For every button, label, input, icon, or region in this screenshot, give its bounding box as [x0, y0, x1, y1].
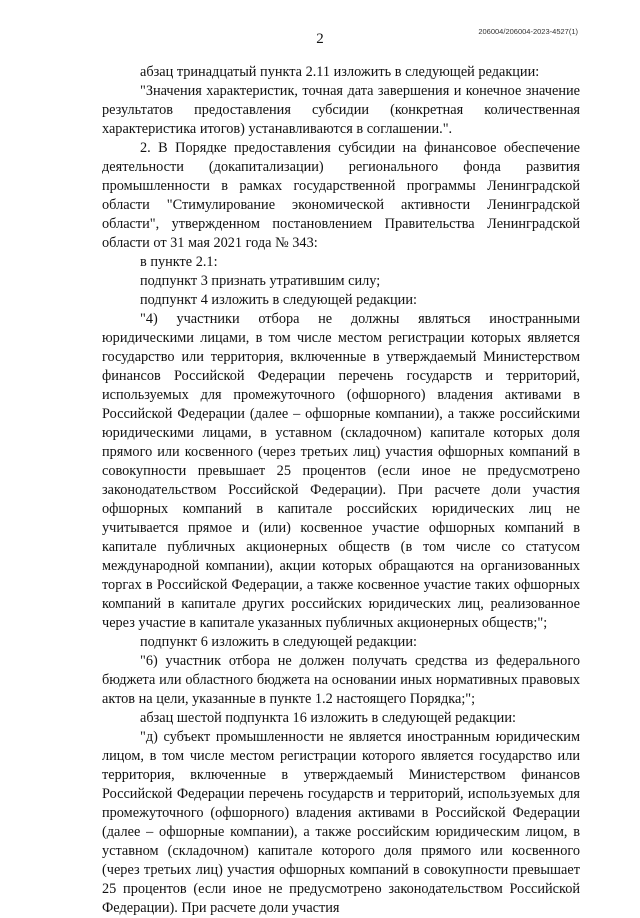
paragraph-1: абзац тринадцатый пункта 2.11 изложить в следующей редакции: [140, 64, 540, 80]
document-body [102, 63, 580, 918]
paragraph-5: подпункт 3 признать утратившим силу; [140, 273, 381, 289]
paragraph-6: подпункт 4 изложить в следующей редакции: [140, 292, 417, 308]
paragraph-11: "д) субъект промышленности не является иностранным юридическим лицом, в том числе местом регистрации которого является государство или территория, включенные в утверждаемый Министерством финансов Российской Федерации перечень государств и территорий, используемых для промежуточного (офшорного) владения активами в Российской Федерации (далее – офшорные компании), а также российским юридическим лицом, в уставном (складочном) капитале которого доля прямого или косвенного (через третьих лиц) участия офшорных компаний в совокупности превышает 25 процентов (если иное не предусмотрено законодательством Российской Федерации). При расчете доли участия [102, 729, 580, 916]
paragraph-7: "4) участники отбора не должны являться иностранными юридическими лицами, в том числе местом регистрации которых является государство или территория, включенные в утверждаемый Министерством финансов Российской Федерации перечень государств и территорий, используемых для промежуточного (офшорного) владения активами в Российской Федерации (далее – офшорные компании), а также российскими юридическими лицами, в уставном (складочном) капитале которых доля прямого или косвенного (через третьих лиц) участия офшорных компаний в совокупности превышает 25 процентов (если иное не предусмотрено законодательством Российской Федерации). При расчете доли участия офшорных компаний в капитале российских юридических лиц не учитывается прямое и (или) косвенное участие офшорных компаний в капитале публичных акционерных обществ (в том числе со статусом международной компании), акции которых обращаются на организованных торгах в Российской Федерации, а также косвенное участие таких офшорных компаний в капитале других российских юридических лиц, реализованное через участие в капитале указанных публичных акционерных обществ;"; [102, 311, 580, 631]
paragraph-3: 2. В Порядке предоставления субсидии на финансовое обеспечение деятельности (докапитализации) регионального фонда развития промышленности в рамках государственной программы Ленинградской области "Стимулирование экономической активности Ленинградской области", утвержденном постановлением Правительства Ленинградской области от 31 мая 2021 года № 343: [102, 140, 580, 251]
paragraph-4: в пункте 2.1: [140, 254, 218, 270]
paragraph-2: "Значения характеристик, точная дата завершения и конечное значение результатов предоставления субсидии (конкретная количественная характеристика итогов) устанавливаются в соглашении.". [102, 83, 580, 137]
paragraph-10: абзац шестой подпункта 16 изложить в следующей редакции: [140, 710, 516, 726]
paragraph-8: подпункт 6 изложить в следующей редакции: [140, 634, 417, 650]
page-number: 2 [316, 31, 324, 47]
paragraph-9: "6) участник отбора не должен получать средства из федерального бюджета или областного бюджета на основании иных нормативных правовых актов на цели, указанные в пункте 1.2 настоящего Порядка;"; [102, 653, 580, 707]
document-code: 206004/206004-2023-4527(1) [478, 27, 578, 36]
